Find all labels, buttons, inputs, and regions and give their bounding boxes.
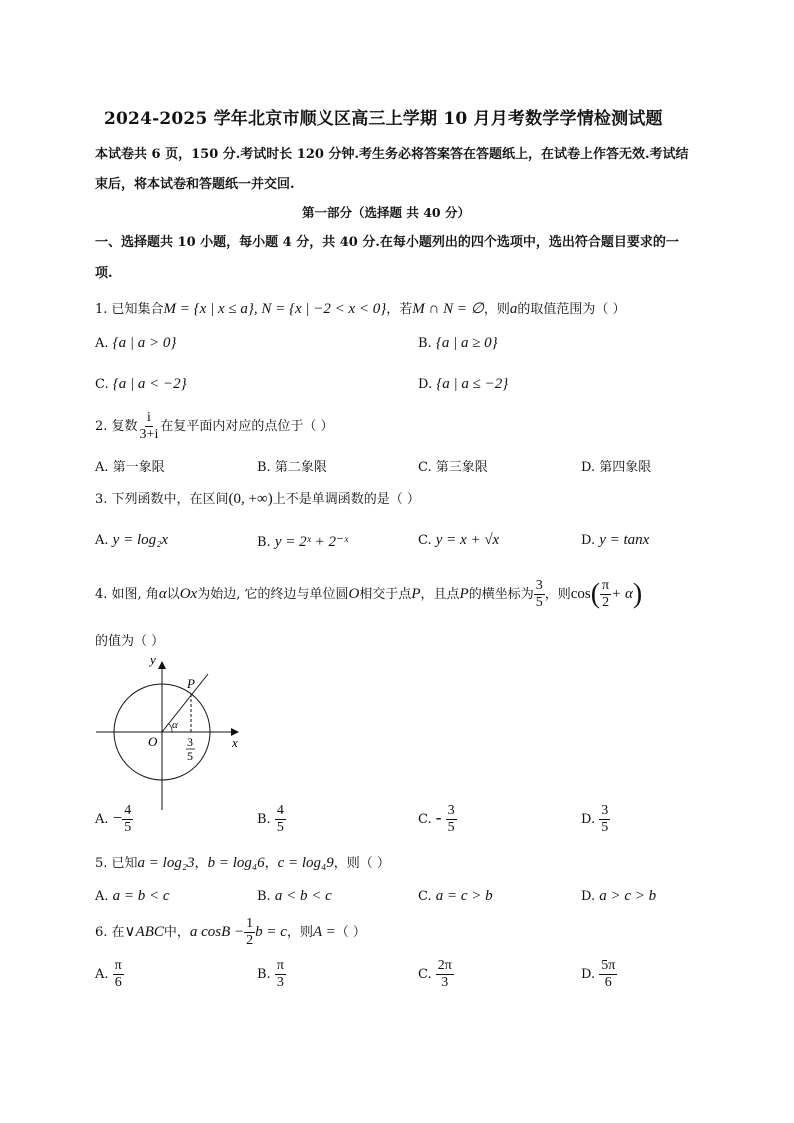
q1-option-a-text: {a | a > 0} (112, 335, 177, 351)
q1-option-a[interactable] (95, 335, 176, 352)
q6-option-b[interactable] (257, 958, 286, 991)
q3-prefix: 3. 下列函数中，在区间 (95, 492, 229, 507)
fig-y-label: y (150, 652, 156, 667)
q6-option-d[interactable] (581, 958, 617, 991)
section-title: 第一部分（选择题 共 40 分） (302, 205, 470, 220)
q4-text-5: ，且点 (420, 587, 460, 602)
q6-option-b-den: 3 (276, 975, 284, 990)
q1-option-b-text: {a | a ≥ 0} (435, 335, 498, 351)
q4-plus-alpha: + α (611, 586, 633, 602)
q2-option-a[interactable] (95, 456, 165, 475)
q4-pi-num: π (602, 578, 610, 593)
q4-o: O (348, 586, 360, 602)
q5-tail: ，则（ ） (333, 856, 390, 871)
q6-option-d-num: 5π (601, 958, 616, 973)
q2-option-a-text: 第一象限 (112, 460, 165, 475)
q3-option-c-text: y = x + √x (435, 532, 500, 548)
fig-x-label: x (232, 735, 238, 750)
q2-option-d[interactable] (581, 456, 651, 475)
q4-p: P (411, 586, 421, 602)
q1-option-d-text: {a | a ≤ −2} (436, 376, 509, 392)
q2-option-d-label: D. (581, 460, 596, 475)
q3-option-c-label: C. (418, 533, 432, 548)
q6-option-c-frac (436, 958, 454, 991)
q6-option-d-frac (599, 958, 617, 991)
q4-pi-frac (600, 578, 611, 611)
q6-option-b-num: π (276, 958, 284, 973)
q1-tail-b: 的取值范围为（ ） (517, 302, 626, 317)
q3-option-a[interactable] (95, 532, 168, 549)
fig-alpha-label: α (172, 719, 178, 731)
q5-sep-1: ， (194, 856, 208, 871)
question-6 (95, 916, 366, 949)
q3-option-d-text: y = tanx (599, 532, 650, 548)
q1-option-c[interactable] (95, 376, 187, 393)
q4-text-1: 4. 如图, 角 (95, 587, 159, 602)
intro-line-2: 束后，将本试卷和答题纸一并交回. (95, 177, 295, 192)
q6-mid: 中， (163, 925, 190, 940)
q3-option-d[interactable] (581, 532, 649, 549)
q4-option-c-den: 5 (447, 820, 455, 835)
q6-triangle: ∨ABC (124, 924, 164, 940)
q1-option-b-label: B. (418, 336, 432, 351)
fig-p-label: P (187, 676, 195, 691)
q4-frac (534, 578, 545, 611)
q6-option-a-num: π (114, 958, 122, 973)
q2-frac-num: i (147, 410, 151, 425)
q3-option-c[interactable] (418, 532, 499, 549)
q4-option-a-den: 5 (124, 820, 132, 835)
q5-sep-2: ， (264, 856, 278, 871)
q6-option-a[interactable] (95, 958, 124, 991)
q4-p2: P (459, 586, 469, 602)
q4-option-d[interactable] (581, 803, 610, 836)
q6-half-num: 1 (246, 916, 254, 931)
q6-option-c-label: C. (418, 967, 432, 982)
q2-prefix: 2. 复数 (95, 419, 138, 434)
q4-cos: cos (570, 586, 591, 602)
q2-option-d-text: 第四象限 (599, 460, 652, 475)
q3-option-a-text: y = log₂x (112, 532, 168, 548)
q4-option-d-num: 3 (601, 803, 609, 818)
q2-option-c[interactable] (418, 456, 488, 475)
q1-var: a (509, 301, 518, 317)
q4-text-4: 相交于点 (359, 587, 412, 602)
q6-option-a-label: A. (95, 967, 109, 982)
q4-option-c[interactable] (418, 803, 457, 836)
q1-option-b[interactable] (418, 335, 498, 352)
q4-option-c-num: 3 (447, 803, 455, 818)
q6-half-den: 2 (246, 933, 254, 948)
q2-fraction (138, 410, 161, 443)
q2-option-c-label: C. (418, 460, 432, 475)
q4-text-3: 为始边, 它的终边与单位圆 (197, 587, 349, 602)
q6-half (244, 916, 255, 949)
q5-b: b = log₄6 (207, 855, 265, 871)
q1-sets: M = {x | x ≤ a}, N = {x | −2 < x < 0} (163, 301, 387, 317)
q1-option-a-label: A. (95, 336, 109, 351)
q4-ox: Ox (179, 586, 198, 602)
q3-option-b-text: y = 2ˣ + 2⁻ˣ (274, 534, 349, 550)
q6-ask: A = (312, 924, 336, 940)
fig-frac-den: 5 (187, 749, 193, 763)
q2-frac-den: 3+i (139, 427, 159, 442)
terminal-side (162, 674, 208, 732)
q6-option-a-frac (113, 958, 124, 991)
part1-instructions-2: 项. (95, 266, 113, 281)
q1-mid: ，若 (386, 302, 413, 317)
q5-option-d-text: a > c > b (599, 888, 657, 904)
q6-option-d-den: 6 (604, 975, 612, 990)
q4-option-a-sign: − (112, 808, 123, 827)
q4-option-c-sign: - (435, 808, 442, 827)
q5-option-a-text: a = b < c (112, 888, 170, 904)
q4-paren-right: ) (632, 578, 643, 610)
intro-line-1: 本试卷共 6 页，150 分.考试时长 120 分钟.考生务必将答案答在答题纸上，在试卷上作答无效.考试结 (95, 147, 689, 162)
q4-alpha: α (158, 586, 167, 602)
q6-option-d-label: D. (581, 967, 596, 982)
q5-option-c-text: a = c > b (435, 888, 493, 904)
q3-option-b-label: B. (257, 535, 271, 550)
q4-paren-left: ( (590, 578, 601, 610)
question-2 (95, 410, 333, 443)
part1-instructions-1: 一、选择题共 10 小题，每小题 4 分，共 40 分.在每小题列出的四个选项中，选出符合题目要求的一 (95, 235, 679, 250)
q6-option-c[interactable] (418, 958, 454, 991)
q4-frac-den: 5 (535, 595, 543, 610)
q5-option-a-label: A. (95, 889, 109, 904)
q4-option-b-den: 5 (276, 820, 284, 835)
q2-option-c-text: 第三象限 (435, 460, 488, 475)
fig-o-label: O (148, 734, 158, 749)
q1-condition: M ∩ N = ∅ (412, 301, 484, 317)
q5-option-d-label: D. (581, 889, 596, 904)
q4-text-6: 的横坐标为 (468, 587, 534, 602)
q4-option-d-label: D. (581, 812, 596, 827)
q4-option-c-label: C. (418, 812, 432, 827)
q1-option-d-label: D. (418, 377, 433, 392)
q6-option-c-num: 2π (437, 958, 452, 973)
q6-option-a-den: 6 (114, 975, 122, 990)
q5-c: c = log₄9 (277, 855, 334, 871)
q6-eq-a: a cosB − (189, 924, 245, 940)
q5-option-d[interactable] (581, 888, 656, 905)
q4-option-a-frac (122, 803, 133, 836)
q5-prefix: 5. 已知 (95, 856, 138, 871)
q4-frac-num: 3 (535, 578, 543, 593)
q1-prefix: 1. 已知集合 (95, 302, 164, 317)
q4-option-d-den: 5 (601, 820, 609, 835)
q1-option-d[interactable] (418, 376, 508, 393)
q4-option-b-label: B. (257, 812, 271, 827)
q4-text-2: 以 (166, 587, 180, 602)
q2-tail: 在复平面内对应的点位于（ ） (160, 419, 334, 434)
question-3 (95, 488, 420, 511)
unit-circle-figure (92, 650, 252, 810)
q2-option-a-label: A. (95, 460, 109, 475)
q4-option-b-frac (275, 803, 286, 836)
q6-option-c-den: 3 (441, 975, 449, 990)
q3-option-a-label: A. (95, 533, 109, 548)
q4-option-b[interactable] (257, 803, 286, 836)
q2-option-b-text: 第二象限 (274, 460, 327, 475)
q1-option-c-label: C. (95, 377, 109, 392)
q5-option-a[interactable] (95, 888, 170, 905)
q4-option-d-frac (599, 803, 610, 836)
q3-option-b[interactable] (257, 532, 348, 551)
question-1 (95, 295, 625, 324)
q4-option-a-label: A. (95, 812, 109, 827)
q5-option-c-label: C. (418, 889, 432, 904)
q6-eq-b: b = c (255, 924, 287, 940)
question-4 (95, 574, 642, 615)
q5-option-b-text: a < b < c (274, 888, 332, 904)
q2-option-b-label: B. (257, 460, 271, 475)
q4-option-a-num: 4 (124, 803, 132, 818)
q5-option-b-label: B. (257, 889, 271, 904)
q3-interval: (0, +∞) (228, 491, 273, 507)
q4-line-2: 的值为（ ） (95, 634, 165, 649)
q1-tail-a: ，则 (483, 302, 510, 317)
q2-option-b[interactable] (257, 456, 327, 475)
q6-tail: ，则 (286, 925, 313, 940)
q4-pi-den: 2 (602, 595, 610, 610)
q1-option-c-text: {a | a < −2} (112, 376, 187, 392)
q5-option-b[interactable] (257, 888, 332, 905)
page-title: 2024-2025 学年北京市顺义区高三上学期 10 月月考数学学情检测试题 (104, 109, 663, 129)
q3-option-d-label: D. (581, 533, 596, 548)
q4-text-7: ，则 (544, 587, 571, 602)
q5-option-c[interactable] (418, 888, 493, 905)
fig-frac-num: 3 (187, 735, 193, 749)
q3-tail: 上不是单调函数的是（ ） (272, 492, 420, 507)
q5-a: a = log₂3 (137, 855, 195, 871)
q6-prefix: 6. 在 (95, 925, 125, 940)
q4-option-a[interactable] (95, 803, 133, 836)
q6-option-b-label: B. (257, 967, 271, 982)
q6-option-b-frac (275, 958, 286, 991)
q4-option-c-frac (446, 803, 457, 836)
q4-option-b-num: 4 (276, 803, 284, 818)
question-5 (95, 852, 390, 872)
q6-end: （ ） (335, 925, 366, 940)
